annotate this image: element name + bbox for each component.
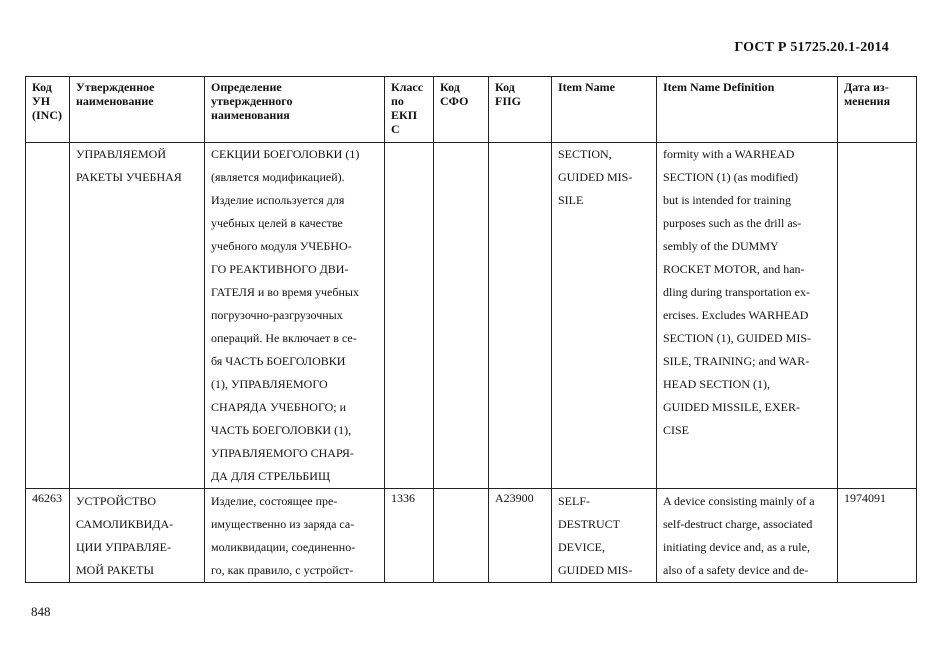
nomenclature-table [25,76,917,583]
cell-item-name: SELF- DESTRUCT DEVICE, GUIDED MIS- [552,489,657,583]
cell-inc [26,143,70,489]
cell-sfo [434,143,489,489]
cell-definition: Изделие, состоящее пре- имущественно из заряда са- моликвидации, соединенно- го, как правило, с устройст- [205,489,385,583]
cell-approved-name: УСТРОЙСТВО САМОЛИКВИДА- ЦИИ УПРАВЛЯЕ- МОЙ РАКЕТЫ [70,489,205,583]
cell-sfo [434,489,489,583]
table-header-row [26,77,917,143]
column-header-definition: Определение утвержденного наименования [205,77,385,143]
cell-definition: СЕКЦИИ БОЕГОЛОВКИ (1) (является модификацией). Изделие используется для учебных целей в качестве учебного модуля УЧЕБНО- ГО РЕАКТИВНОГО ДВИ- ГАТЕЛЯ и во время учебных погрузочно-разгрузочных операций. Не включает в се- бя ЧАСТЬ БОЕГОЛОВКИ (1), УПРАВЛЯЕМОГО СНАРЯДА УЧЕБНОГО; и ЧАСТЬ БОЕГОЛОВКИ (1), УПРАВЛЯЕМОГО СНАРЯ- ДА ДЛЯ СТРЕЛЬБИЩ [205,143,385,489]
cell-inc: 46263 [26,489,70,583]
cell-approved-name: УПРАВЛЯЕМОЙ РАКЕТЫ УЧЕБНАЯ [70,143,205,489]
cell-class [385,143,434,489]
column-header-item-name: Item Name [552,77,657,143]
cell-item-definition: formity with a WARHEAD SECTION (1) (as modified) but is intended for training purposes such as the drill as- sembly of the DUMMY ROCKET MOTOR, and han- dling during transportation ex- ercises. Excludes WARHEAD SECTION (1), GUIDED MIS- SILE, TRAINING; and WAR- HEAD SECTION (1), GUIDED MISSILE, EXER- CISE [657,143,838,489]
table-row [26,489,917,583]
cell-change-date: 1974091 [838,489,917,583]
column-header-change-date: Дата из- менения [838,77,917,143]
page-number: 848 [31,604,51,619]
cell-fiig [489,143,552,489]
column-header-class: Класс по ЕКП С [385,77,434,143]
cell-class: 1336 [385,489,434,583]
cell-item-definition: A device consisting mainly of a self-destruct charge, associated initiating device and, as a rule, also of a safety device and de- [657,489,838,583]
column-header-fiig: Код FIIG [489,77,552,143]
column-header-item-definition: Item Name Definition [657,77,838,143]
column-header-approved-name: Утвержденное наименование [70,77,205,143]
cell-item-name: SECTION, GUIDED MIS- SILE [552,143,657,489]
column-header-sfo: Код СФО [434,77,489,143]
cell-fiig: A23900 [489,489,552,583]
table-row [26,143,917,489]
column-header-inc: Код УН (INC) [26,77,70,143]
cell-change-date [838,143,917,489]
document-id: ГОСТ Р 51725.20.1-2014 [734,40,889,55]
